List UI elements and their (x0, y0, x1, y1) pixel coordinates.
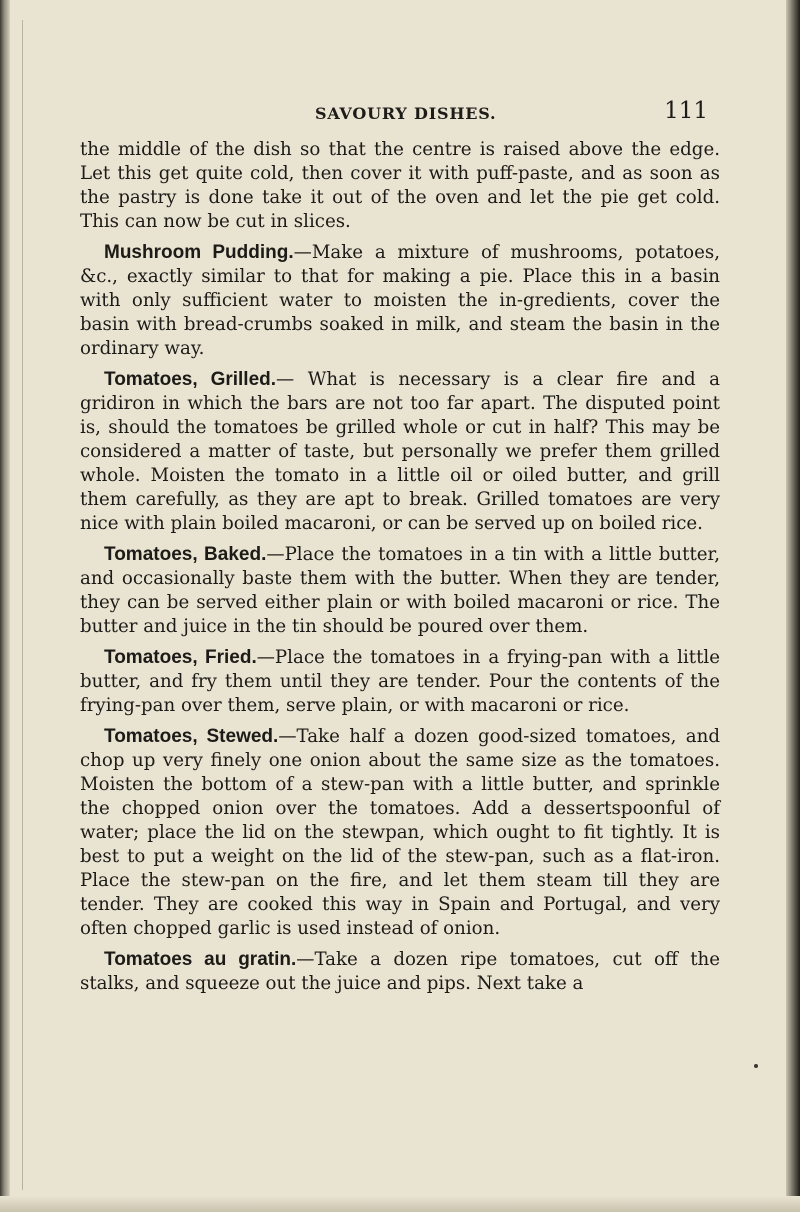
recipe-heading: Mushroom Pudding. (104, 242, 294, 263)
page-left-edge-shadow (0, 0, 10, 1212)
page-header (60, 98, 720, 134)
running-head: SAVOURY DISHES. (315, 104, 497, 123)
page-body (80, 138, 720, 1003)
paragraph-pie-continuation (80, 138, 720, 234)
recipe-tomatoes-au-gratin (80, 948, 720, 996)
recipe-text: —Place the tomatoes in a tin with a little butter, and occasionally baste them with the butter. When they are tender, they can be served either plain or with boiled macaroni or rice. The butter and juice in the tin should be poured over them. (80, 544, 720, 637)
page-right-edge-shadow (786, 0, 800, 1212)
recipe-text: —Make a mixture of mushrooms, potatoes, &c., exactly similar to that for making a pie. Place this in a basin with only sufficient water to moisten the in-gredients, cover the basin with bread-crumbs soaked in milk, and steam the basin in the ordinary way. (80, 242, 720, 359)
recipe-text: —Take a dozen ripe tomatoes, cut off the stalks, and squeeze out the juice and pips. Next take a (80, 949, 721, 994)
recipe-tomatoes-baked (80, 543, 720, 639)
page-number: 111 (664, 98, 708, 124)
page-fold-line (22, 20, 23, 1190)
ink-speck (754, 1064, 758, 1068)
recipe-text: —Take half a dozen good-sized tomatoes, and chop up very finely one onion about the same size as the tomatoes. Moisten the bottom of a stew-pan with a little butter, and sprinkle the chopped onion over the tomatoes. Add a dessertspoonful of water; place the lid on the stewpan, which ought to fit tightly. It is best to put a weight on the lid of the stew-pan, such as a flat-iron. Place the stew-pan on the fire, and let them steam till they are tender. They are cooked this way in Spain and Portugal, and very often chopped garlic is used instead of onion. (80, 726, 720, 939)
recipe-heading: Tomatoes, Baked. (104, 544, 267, 565)
recipe-text: — What is necessary is a clear fire and a gridiron in which the bars are not too far apart. The disputed point is, should the tomatoes be grilled whole or cut in half? This may be considered a matter of taste, but personally we prefer them grilled whole. Moisten the tomato in a little oil or oiled butter, and grill them carefully, as they are apt to break. Grilled tomatoes are very nice with plain boiled macaroni, or can be served up on boiled rice. (80, 369, 720, 534)
page-bottom-edge (0, 1196, 800, 1212)
recipe-tomatoes-fried (80, 646, 720, 718)
recipe-mushroom-pudding (80, 241, 720, 361)
recipe-heading: Tomatoes, Grilled. (104, 369, 277, 390)
recipe-tomatoes-stewed (80, 725, 720, 941)
recipe-text: —Place the tomatoes in a frying-pan with a little butter, and fry them until they are tender. Pour the contents of the frying-pan over them, serve plain, or with macaroni or rice. (80, 647, 721, 716)
paragraph-text: the middle of the dish so that the centre is raised above the edge. Let this get quite cold, then cover it with puff-paste, and as soon as the pastry is done take it out of the oven and let the pie get cold. This can now be cut in slices. (80, 139, 720, 232)
recipe-heading: Tomatoes, Fried. (104, 647, 257, 668)
recipe-heading: Tomatoes, Stewed. (104, 726, 279, 747)
recipe-heading: Tomatoes au gratin. (104, 949, 297, 970)
recipe-tomatoes-grilled (80, 368, 720, 536)
